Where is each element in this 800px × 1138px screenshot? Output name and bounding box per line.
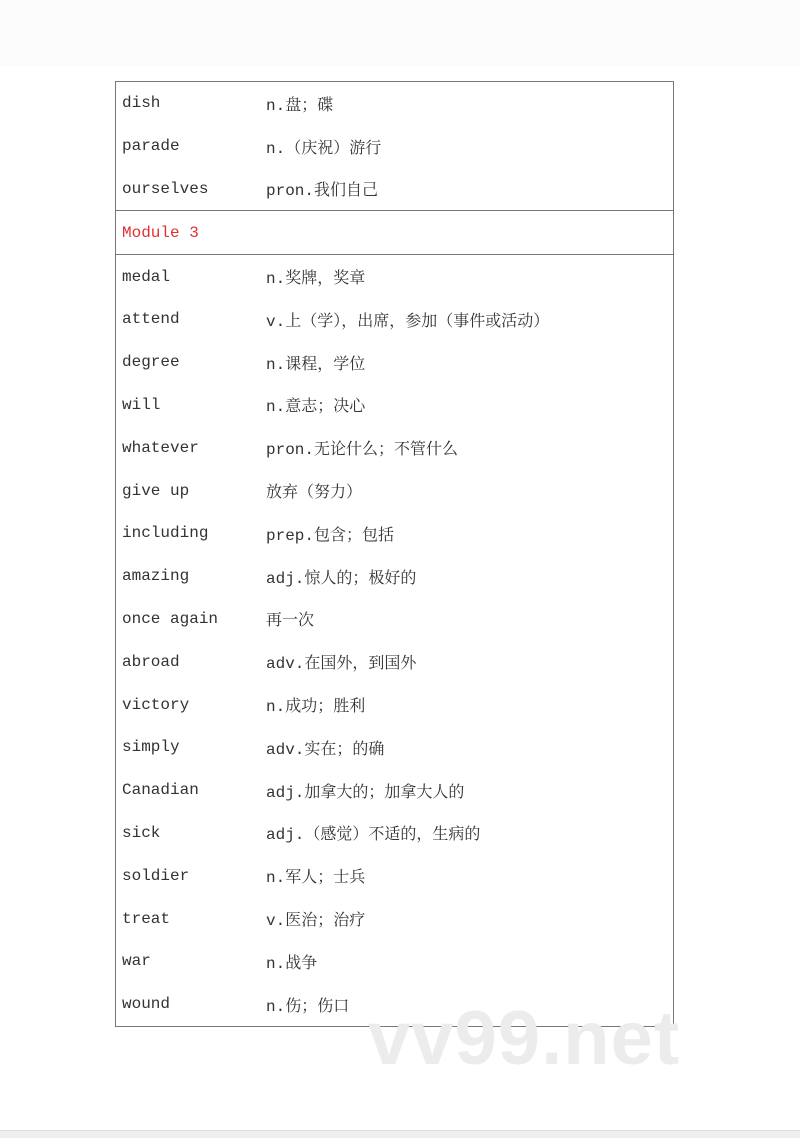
vocab-row	[116, 854, 673, 897]
vocab-meaning: adv.实在；的确	[266, 740, 385, 759]
vocab-meaning: adv.在国外，到国外	[266, 655, 417, 674]
vocab-meaning: n.盘；碟	[266, 96, 334, 115]
vocab-meaning: n.（庆祝）游行	[266, 139, 382, 158]
vocab-section-before	[116, 82, 673, 210]
vocab-row	[116, 555, 673, 598]
vocab-meaning: pron.我们自己	[266, 182, 379, 201]
vocab-word: including	[122, 524, 209, 543]
vocab-row	[116, 640, 673, 683]
vocab-word: war	[122, 952, 151, 971]
vocab-word: degree	[122, 353, 180, 372]
vocab-row	[116, 341, 673, 384]
vocab-meaning: 再一次	[266, 612, 315, 631]
vocab-meaning: n.成功；胜利	[266, 698, 366, 717]
vocab-row	[116, 298, 673, 341]
module-header-row	[116, 210, 673, 254]
vocab-word: abroad	[122, 652, 180, 671]
vocab-word: dish	[122, 94, 161, 113]
vocab-word: soldier	[122, 866, 190, 885]
vocab-word: ourselves	[122, 179, 209, 198]
vocab-row	[116, 683, 673, 726]
vocab-meaning: n.伤；伤口	[266, 997, 350, 1016]
vocab-row	[116, 384, 673, 427]
vocab-row	[116, 82, 673, 125]
watermark: vv99.net	[368, 996, 681, 1081]
vocab-meaning: n.意志；决心	[266, 398, 366, 417]
vocab-meaning: n.军人；士兵	[266, 869, 366, 888]
vocab-word: will	[122, 395, 161, 414]
vocab-meaning: pron.无论什么；不管什么	[266, 441, 459, 460]
vocab-row	[116, 125, 673, 168]
vocab-meaning: adj.（感觉）不适的，生病的	[266, 826, 481, 845]
vocab-word: medal	[122, 267, 171, 286]
vocab-word: attend	[122, 310, 180, 329]
vocab-word: Canadian	[122, 781, 199, 800]
vocab-row	[116, 426, 673, 469]
vocab-meaning: v.医治；治疗	[266, 912, 366, 931]
vocab-row	[116, 940, 673, 983]
vocab-word: amazing	[122, 567, 190, 586]
vocab-section-module-3	[116, 254, 673, 1025]
vocab-row	[116, 769, 673, 812]
vocab-word: once again	[122, 609, 219, 628]
module-title: Module 3	[122, 223, 199, 242]
vocab-row	[116, 812, 673, 855]
vocab-word: simply	[122, 738, 180, 757]
vocab-row	[116, 512, 673, 555]
vocab-meaning: adj.惊人的；极好的	[266, 569, 417, 588]
vocab-meaning: n.战争	[266, 954, 318, 973]
vocab-row	[116, 255, 673, 298]
vocab-word: victory	[122, 695, 190, 714]
vocab-meaning: n.课程，学位	[266, 355, 366, 374]
vocab-word: sick	[122, 823, 161, 842]
page-top-margin	[0, 0, 800, 66]
vocab-row	[116, 726, 673, 769]
vocabulary-table	[115, 81, 674, 1027]
vocab-meaning: adj.加拿大的；加拿大人的	[266, 783, 465, 802]
vocab-word: wound	[122, 995, 171, 1014]
vocab-row	[116, 469, 673, 512]
vocab-word: give up	[122, 481, 190, 500]
vocab-meaning: v.上（学），出席，参加（事件或活动）	[266, 312, 550, 331]
vocab-meaning: 放弃（努力）	[266, 484, 363, 503]
vocab-word: parade	[122, 137, 180, 156]
vocab-meaning: prep.包含；包括	[266, 526, 395, 545]
vocab-word: treat	[122, 909, 171, 928]
vocab-word: whatever	[122, 438, 199, 457]
vocab-row	[116, 168, 673, 211]
vocab-row	[116, 897, 673, 940]
vocab-meaning: n.奖牌，奖章	[266, 270, 366, 289]
vocab-row	[116, 598, 673, 641]
